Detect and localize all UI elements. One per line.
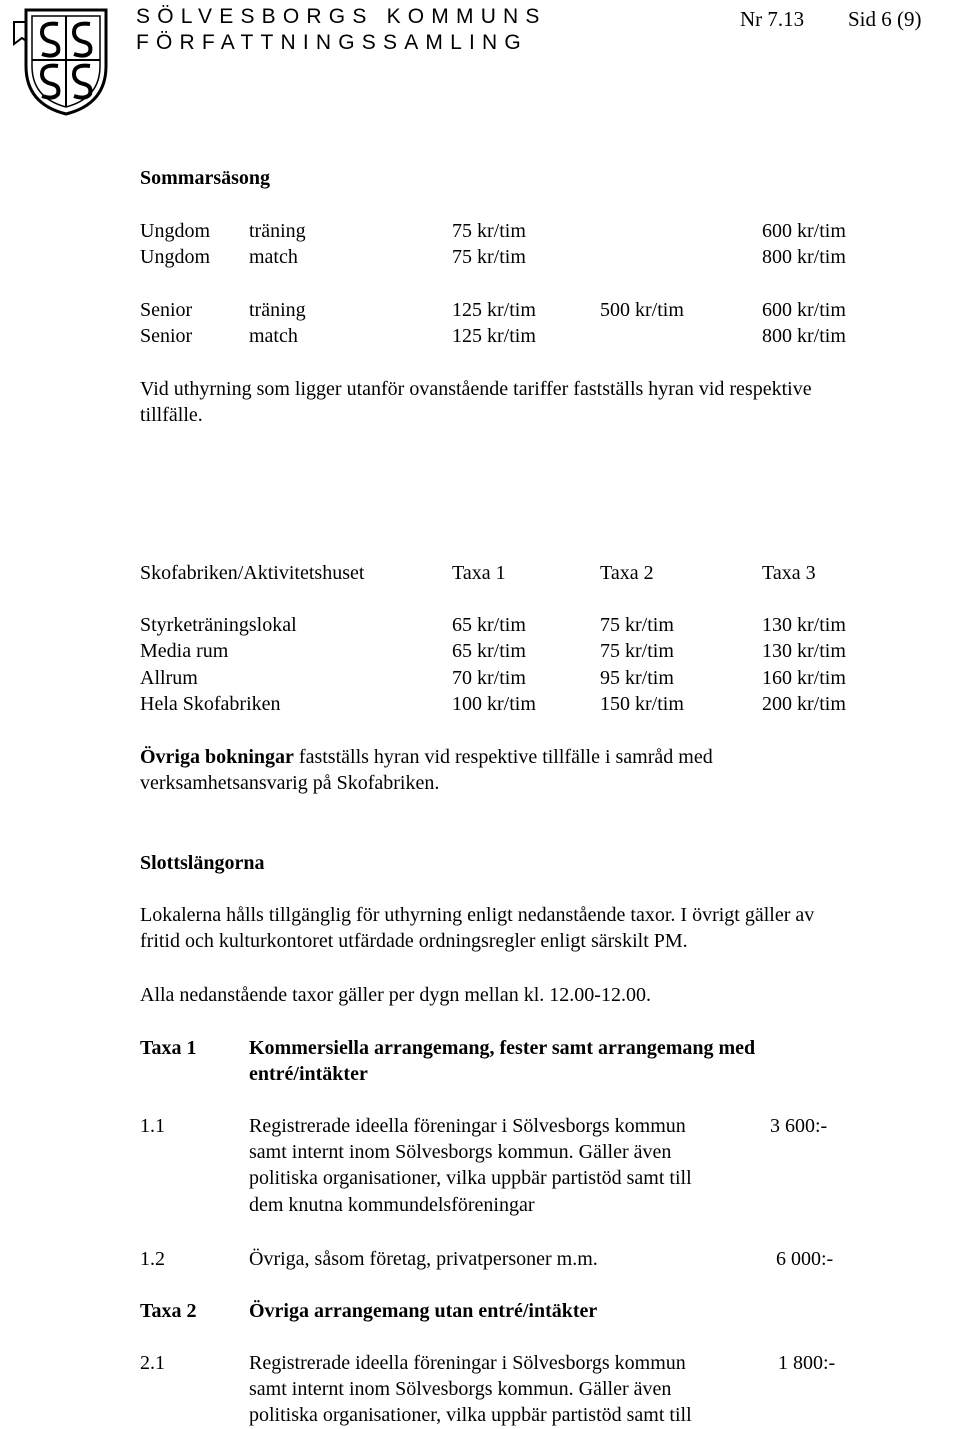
table-cell: Ungdom [140,246,210,268]
table-cell: match [249,325,298,347]
paragraph-line: fritid och kulturkontoret utfärdade ordningsregler enligt särskilt PM. [140,930,688,952]
summer-heading: Sommarsäsong [140,167,271,189]
municipal-crest-icon [8,4,124,118]
table-cell: 75 kr/tim [452,220,526,242]
item-text-line: dem knutna kommundelsföreningar [249,1194,535,1216]
table-cell: 200 kr/tim [762,693,846,715]
item-text-line: politiska organisationer, vilka uppbär partistöd samt till [249,1404,692,1426]
other-bookings-label: Övriga bokningar [140,746,294,768]
item-text-line: politiska organisationer, vilka uppbär partistöd samt till [249,1167,692,1189]
table-cell: 65 kr/tim [452,640,526,662]
table-cell: 75 kr/tim [600,640,674,662]
table-cell: 75 kr/tim [600,614,674,636]
org-collection: FÖRFATTNINGSSAMLING [136,31,528,54]
table-cell: 70 kr/tim [452,667,526,689]
table-cell: 125 kr/tim [452,325,536,347]
taxa2-label: Taxa 2 [140,1300,197,1322]
table-header-cell: Taxa 2 [600,562,654,584]
table-cell: match [249,246,298,268]
paragraph-line: Lokalerna hålls tillgänglig för uthyrning enligt nedanstående taxor. I övrigt gäller av [140,904,815,926]
table-cell: Senior [140,299,193,321]
other-bookings-note [140,744,713,770]
table-cell: Media rum [140,640,229,662]
table-cell: 65 kr/tim [452,614,526,636]
taxa1-title-line: Kommersiella arrangemang, fester samt arrangemang med [249,1037,756,1059]
item-text-line: samt internt inom Sölvesborgs kommun. Gäller även [249,1141,672,1163]
table-cell: Senior [140,325,193,347]
summer-note-line: Vid uthyrning som ligger utanför ovanstående tariffer fastställs hyran vid respektive [140,378,812,400]
item-text-line: Övriga, såsom företag, privatpersoner m.m. [249,1248,598,1270]
table-cell: 600 kr/tim [762,220,846,242]
table-cell: 130 kr/tim [762,640,846,662]
other-bookings-line: verksamhetsansvarig på Skofabriken. [140,772,440,794]
table-cell: Allrum [140,667,198,689]
taxa2-title: Övriga arrangemang utan entré/intäkter [249,1300,598,1322]
paragraph-line: Alla nedanstående taxor gäller per dygn mellan kl. 12.00-12.00. [140,984,651,1006]
table-cell: 500 kr/tim [600,299,684,321]
item-price: 6 000:- [776,1248,834,1270]
table-cell: 600 kr/tim [762,299,846,321]
table-cell: Hela Skofabriken [140,693,281,715]
page-number: Sid 6 (9) [848,7,922,31]
item-price: 1 800:- [778,1352,836,1374]
item-text-line: Registrerade ideella föreningar i Sölvesborgs kommun [249,1115,686,1137]
table-cell: träning [249,220,306,242]
taxa1-title-line: entré/intäkter [249,1063,368,1085]
item-text-line: samt internt inom Sölvesborgs kommun. Gäller även [249,1378,672,1400]
item-number: 1.1 [140,1115,165,1137]
table-header-cell: Taxa 3 [762,562,816,584]
table-cell: träning [249,299,306,321]
item-price: 3 600:- [770,1115,828,1137]
item-number: 2.1 [140,1352,165,1374]
table-cell: Ungdom [140,220,210,242]
table-header-cell: Skofabriken/Aktivitetshuset [140,562,365,584]
other-bookings-text: fastställs hyran vid respektive tillfälle i samråd med [293,746,713,768]
table-cell: 100 kr/tim [452,693,536,715]
table-cell: 130 kr/tim [762,614,846,636]
slottslangorna-heading: Slottslängorna [140,852,265,874]
table-cell: 150 kr/tim [600,693,684,715]
taxa1-label: Taxa 1 [140,1037,197,1059]
table-cell: 800 kr/tim [762,246,846,268]
item-number: 1.2 [140,1248,165,1270]
table-cell: 75 kr/tim [452,246,526,268]
table-cell: 160 kr/tim [762,667,846,689]
table-header-cell: Taxa 1 [452,562,506,584]
document-number: Nr 7.13 [740,7,805,31]
table-cell: Styrketräningslokal [140,614,297,636]
org-name: SÖLVESBORGS KOMMUNS [136,5,547,28]
table-cell: 800 kr/tim [762,325,846,347]
table-cell: 95 kr/tim [600,667,674,689]
table-cell: 125 kr/tim [452,299,536,321]
summer-note-line: tillfälle. [140,404,203,426]
item-text-line: Registrerade ideella föreningar i Sölvesborgs kommun [249,1352,686,1374]
